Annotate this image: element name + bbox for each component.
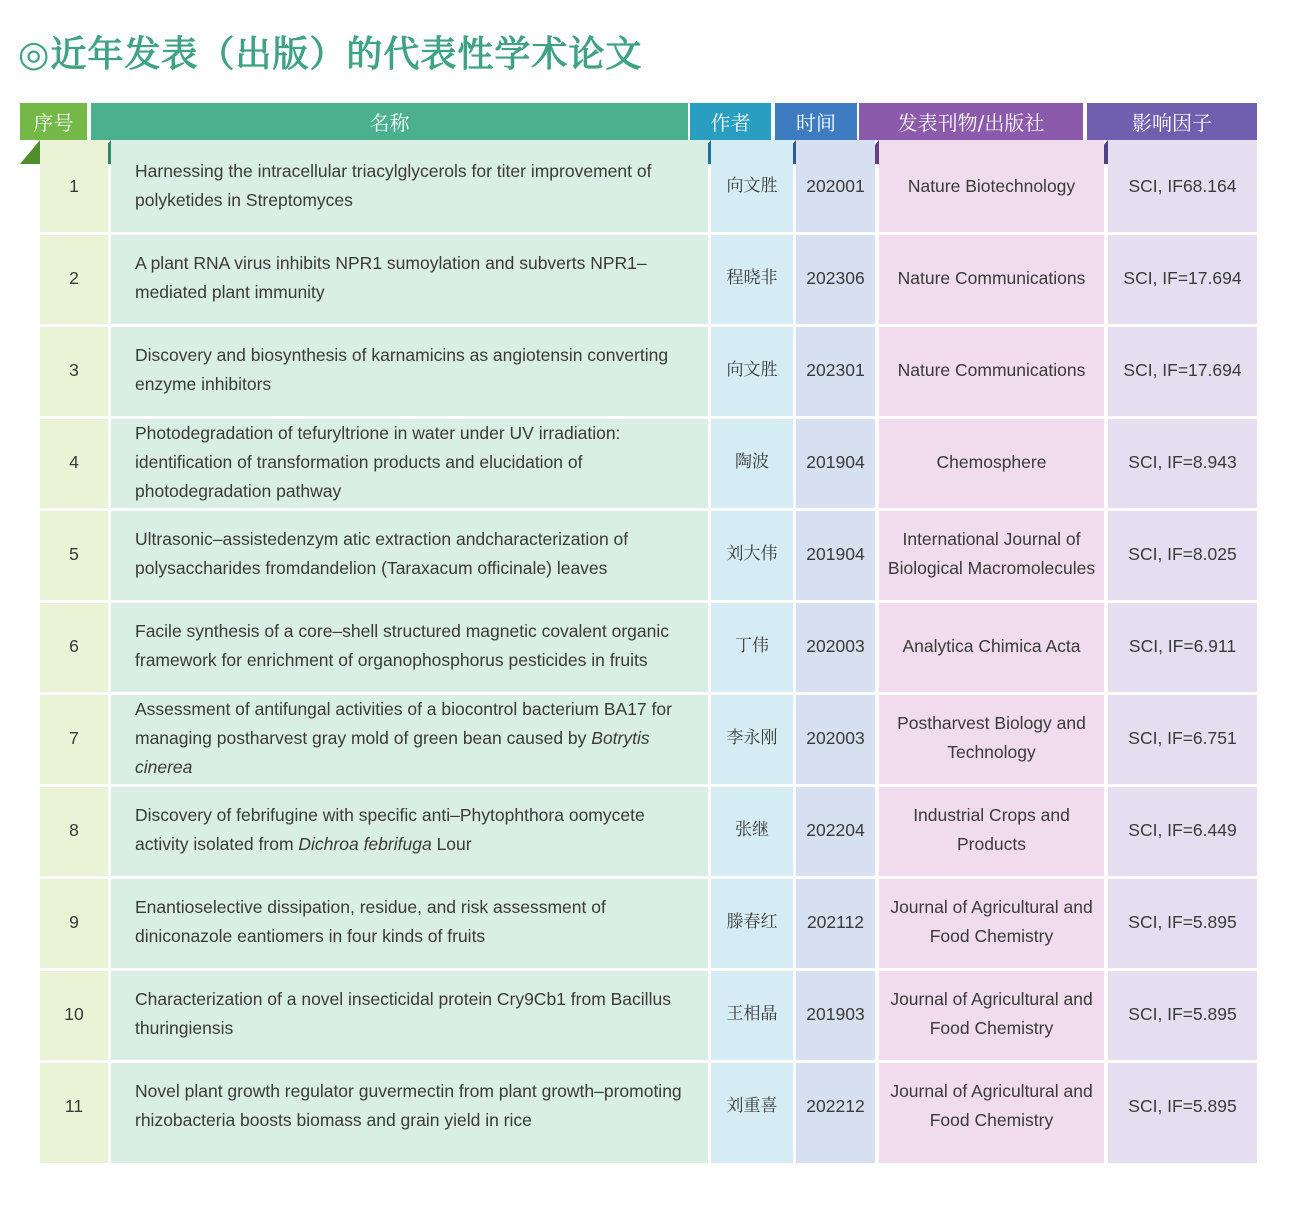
header-impact: 影响因子 [1087, 103, 1257, 140]
row-publisher: Nature Communications [897, 359, 1086, 380]
row-impact: SCI, IF=8.943 [1128, 451, 1237, 472]
header-fold [20, 140, 40, 164]
table-row [40, 694, 1257, 784]
header-name: 名称 [91, 103, 688, 140]
row-time: 201904 [806, 451, 865, 472]
row-author: 李永刚 [726, 727, 778, 748]
row-title-text [135, 341, 690, 399]
row-publisher: Journal of Agricultural and Food Chemistry [890, 897, 1093, 946]
row-impact: SCI, IF=6.449 [1128, 819, 1237, 840]
row-title [135, 418, 690, 506]
row-author: 王相晶 [726, 1003, 778, 1024]
row-title [135, 234, 690, 322]
row-title-text [135, 695, 690, 782]
row-impact: SCI, IF=5.895 [1128, 1095, 1237, 1116]
row-title-main: Harnessing the intracellular triacylglycerols for titer improvement of polyketides in Streptomyces [135, 161, 652, 210]
row-index: 11 [64, 1095, 84, 1116]
row-impact: SCI, IF=6.751 [1128, 727, 1237, 748]
row-title-text [135, 249, 690, 307]
row-time: 202003 [806, 635, 865, 656]
row-title [135, 694, 690, 782]
row-time: 201903 [806, 1003, 865, 1024]
row-title-text [135, 525, 690, 583]
table-row [40, 418, 1257, 508]
table-row [40, 878, 1257, 968]
row-publisher: International Journal of Biological Macromolecules [887, 529, 1096, 578]
row-index: 6 [69, 635, 79, 656]
row-author: 张继 [735, 819, 769, 840]
row-title-text [135, 985, 690, 1043]
header-time: 时间 [775, 103, 857, 140]
row-author: 向文胜 [726, 359, 778, 380]
row-title-text [135, 419, 690, 506]
row-publisher: Nature Communications [897, 267, 1086, 288]
row-time: 202301 [806, 359, 865, 380]
row-title-italic: Botrytis cinerea [135, 727, 650, 777]
row-author: 向文胜 [726, 175, 778, 196]
row-index: 7 [69, 727, 79, 748]
header-publisher: 发表刊物/出版社 [859, 103, 1083, 140]
row-title [135, 602, 690, 690]
row-title-main: Enantioselective dissipation, residue, and risk assessment of diniconazole eantiomers in four kinds of fruits [135, 897, 606, 946]
header-index: 序号 [20, 103, 87, 140]
row-index: 2 [69, 267, 79, 288]
row-author: 滕春红 [726, 911, 778, 932]
row-time: 201904 [806, 543, 865, 564]
row-index: 10 [64, 1003, 84, 1024]
page-title: ◎近年发表（出版）的代表性学术论文 [18, 34, 643, 75]
row-title-main: Facile synthesis of a core–shell structured magnetic covalent organic framework for enrichment of organophosphorus pesticides in fruits [135, 621, 670, 670]
table-row [40, 510, 1257, 600]
row-title-text [135, 157, 690, 215]
row-impact: SCI, IF=6.911 [1128, 635, 1237, 656]
row-time: 202212 [806, 1095, 865, 1116]
row-title-text [135, 1077, 690, 1135]
table-row [40, 602, 1257, 692]
row-author: 程晓非 [726, 267, 778, 288]
row-impact: SCI, IF68.164 [1128, 175, 1237, 196]
row-title [135, 510, 690, 598]
table-row [40, 786, 1257, 876]
row-title-main: Discovery and biosynthesis of karnamicins as angiotensin converting enzyme inhibitors [135, 345, 669, 394]
row-publisher: Postharvest Biology and Technology [897, 713, 1086, 762]
row-impact: SCI, IF=5.895 [1128, 1003, 1237, 1024]
row-index: 3 [69, 359, 79, 380]
row-time: 202112 [806, 911, 865, 932]
row-title-main: Photodegradation of tefuryltrione in water under UV irradiation: identification of transformation products and elucidation of photodegradation pathway [135, 422, 621, 501]
row-impact: SCI, IF=17.694 [1123, 359, 1242, 380]
row-index: 9 [69, 911, 79, 932]
row-publisher: Journal of Agricultural and Food Chemistry [890, 989, 1093, 1038]
row-title [135, 142, 690, 230]
table-row [40, 970, 1257, 1060]
table-row [40, 1062, 1257, 1152]
row-index: 5 [69, 543, 79, 564]
row-publisher: Journal of Agricultural and Food Chemistry [890, 1081, 1093, 1130]
row-time: 202306 [806, 267, 865, 288]
row-time: 202204 [806, 819, 865, 840]
table-row [40, 142, 1257, 232]
row-time: 202003 [806, 727, 865, 748]
row-impact: SCI, IF=5.895 [1128, 911, 1237, 932]
row-index: 1 [69, 175, 79, 196]
header-author: 作者 [690, 103, 771, 140]
row-publisher: Nature Biotechnology [907, 175, 1076, 196]
row-title-main: Ultrasonic–assistedenzym atic extraction andcharacterization of polysaccharides fromdandelion (Taraxacum officinale) leaves [135, 529, 629, 578]
row-title-text [135, 617, 690, 675]
row-author: 刘重喜 [726, 1095, 778, 1116]
row-title-main: Assessment of antifungal activities of a biocontrol bacterium BA17 for managing postharvest gray mold of green bean caused by [135, 698, 672, 748]
row-publisher: Industrial Crops and Products [913, 805, 1070, 854]
row-title-tail: Lour [436, 834, 472, 854]
row-impact: SCI, IF=17.694 [1123, 267, 1242, 288]
row-author: 陶波 [735, 451, 769, 472]
row-title [135, 970, 690, 1058]
row-title-main: Characterization of a novel insecticidal protein Cry9Cb1 from Bacillus thuringiensis [135, 989, 671, 1038]
row-publisher: Chemosphere [936, 451, 1047, 472]
row-title [135, 1062, 690, 1150]
row-title-main: Novel plant growth regulator guvermectin from plant growth–promoting rhizobacteria boosts biomass and grain yield in rice [135, 1081, 682, 1130]
row-title-text [135, 801, 690, 859]
row-title-main: A plant RNA virus inhibits NPR1 sumoylation and subverts NPR1–mediated plant immunity [135, 253, 647, 302]
row-index: 8 [69, 819, 79, 840]
row-index: 4 [69, 451, 79, 472]
row-title-italic: Dichroa febrifuga [298, 834, 432, 854]
row-impact: SCI, IF=8.025 [1128, 543, 1237, 564]
row-author: 刘大伟 [726, 543, 778, 564]
row-time: 202001 [806, 175, 865, 196]
row-title [135, 326, 690, 414]
table-row [40, 234, 1257, 324]
row-title-main: Discovery of febrifugine with specific anti–Phytophthora oomycete activity isolated from [135, 805, 645, 854]
row-title [135, 786, 690, 874]
row-author: 丁伟 [735, 635, 769, 656]
row-title [135, 878, 690, 966]
row-publisher: Analytica Chimica Acta [902, 635, 1081, 656]
row-title-text [135, 893, 690, 951]
table-row [40, 326, 1257, 416]
